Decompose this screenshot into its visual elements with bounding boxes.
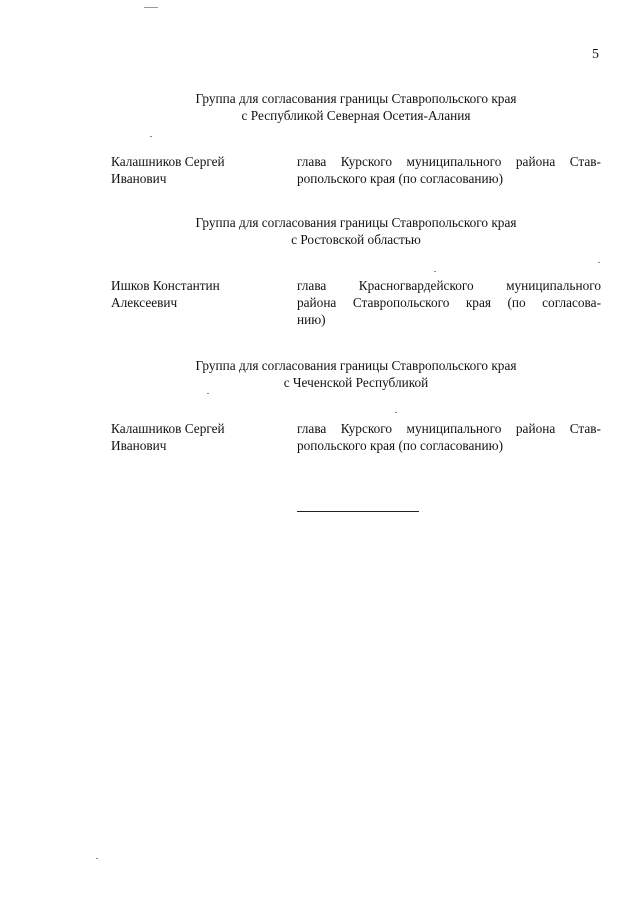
member-name-line: Алексеевич [111,295,178,310]
member-role-line: нию) [297,312,326,327]
member-role-line: ропольского края (по согласованию) [297,438,503,453]
member-name-line: Калашников Сергей [111,154,225,169]
scan-mark [144,7,158,8]
group-title [100,214,612,248]
group-title-line: с Республикой Северная Осетия-Алания [241,108,471,123]
member-role-line: глава Курского муниципального района Став- [297,421,601,436]
group-title-line: с Чеченской Республикой [283,375,429,390]
member-name-line: Иванович [111,438,167,453]
scan-speck [395,412,397,413]
end-rule [297,511,419,512]
scan-speck [150,136,152,137]
member-role-line: ропольского края (по согласованию) [297,171,503,186]
group-title-line: с Ростовской областью [291,232,421,247]
member-role [297,420,601,454]
member-role-line: района Ставропольского края (по согласова- [297,295,601,310]
member-name [111,420,281,454]
member-name-line: Калашников Сергей [111,421,225,436]
group-title [100,90,612,124]
group-title-line: Группа для согласования границы Ставропольского края [195,358,517,373]
member-name-line: Ишков Константин [111,278,220,293]
group-title-line: Группа для согласования границы Ставропольского края [195,91,517,106]
scan-speck [434,271,436,272]
member-name [111,153,281,187]
group-title-line: Группа для согласования границы Ставропольского края [195,215,517,230]
member-name-line: Иванович [111,171,167,186]
scan-speck [207,393,209,394]
member-name [111,277,281,311]
member-role-line: глава Курского муниципального района Став- [297,154,601,169]
scan-speck [96,858,98,859]
page-number: 5 [592,47,599,62]
scan-speck [598,262,600,263]
member-role [297,277,601,328]
member-role [297,153,601,187]
group-title [100,357,612,391]
member-role-line: глава Красногвардейского муниципального [297,278,601,293]
